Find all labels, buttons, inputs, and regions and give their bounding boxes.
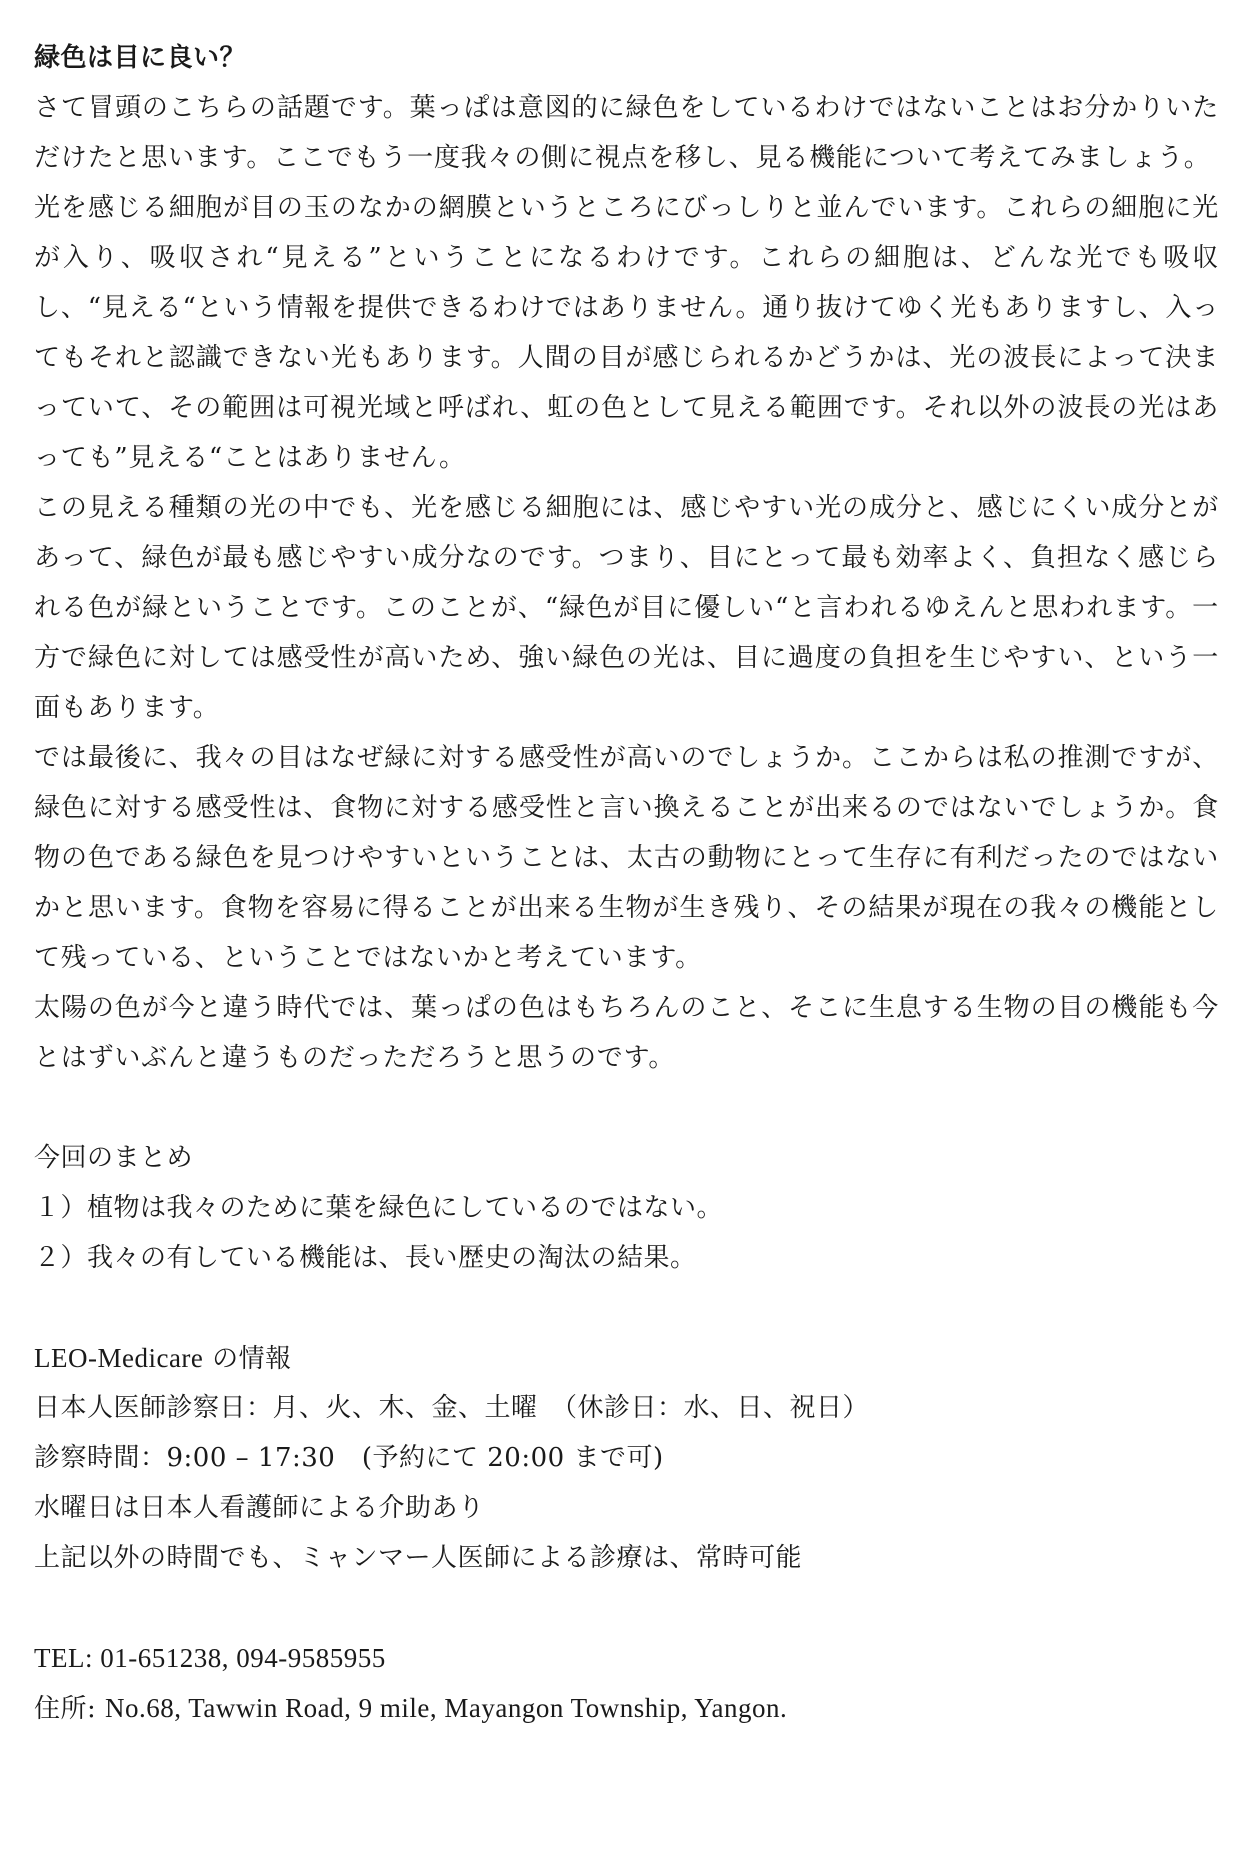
document-page (34, 33, 1219, 1733)
article-paragraph-2: 光を感じる細胞が目の玉のなかの網膜というところにびっしりと並んでいます。これらの細胞に光が入り、吸収され“見える”ということになるわけです。これらの細胞は、どんな光でも吸収し、“見える“という情報を提供できるわけではありません。通り抜けてゆく光もありますし、入ってもそれと認識できない光もあります。人間の目が感じられるかどうかは、光の波長によって決まっていて、その範囲は可視光域と呼ばれ、虹の色として見える範囲です。それ以外の波長の光はあっても”見える“ことはありません。 (34, 193, 1219, 473)
article-paragraph-3: この見える種類の光の中でも、光を感じる細胞には、感じやすい光の成分と、感じにくい成分とがあって、緑色が最も感じやすい成分なのです。つまり、目にとって最も効率よく、負担なく感じられる色が緑ということです。このことが、“緑色が目に優しい“と言われるゆえんと思われます。一方で緑色に対しては感受性が高いため、強い緑色の光は、目に過度の負担を生じやすい、という一面もあります。 (34, 493, 1219, 723)
phone-numbers: 01-651238, 094-9585955 (100, 1643, 386, 1673)
clinic-consultation-days: 日本人医師診察日：月、火、木、金、土曜 （休診日：水、日、祝日） (34, 1393, 870, 1423)
address-text: No.68, Tawwin Road, 9 mile, Mayangon Township, Yangon. (105, 1693, 788, 1723)
contact-phone (34, 1633, 1219, 1683)
article-paragraph-5: 太陽の色が今と違う時代では、葉っぱの色はもちろんのこと、そこに生息する生物の目の機能も今とはずいぶんと違うものだっただろうと思うのです。 (34, 993, 1219, 1073)
clinic-info-title-suffix: の情報 (203, 1344, 292, 1374)
summary-title: 今回のまとめ (34, 1143, 194, 1173)
section-spacer (34, 1083, 1219, 1133)
address-label: 住所: (34, 1694, 106, 1724)
clinic-name: LEO-Medicare (34, 1343, 204, 1373)
article-paragraph-4: では最後に、我々の目はなぜ緑に対する感受性が高いのでしょうか。ここからは私の推測ですが、緑色に対する感受性は、食物に対する感受性と言い換えることが出来るのではないでしょうか。食物の色である緑色を見つけやすいということは、太古の動物にとって生存に有利だったのではないかと思います。食物を容易に得ることが出来る生物が生き残り、その結果が現在の我々の機能として残っている、ということではないかと考えています。 (34, 743, 1219, 973)
article-title: 緑色は目に良い？ (34, 43, 247, 73)
summary-item-1: １）植物は我々のために葉を緑色にしているのではない。 (34, 1193, 724, 1223)
clinic-consultation-hours: 診察時間：9:00 – 17:30 (予約にて 20:00 まで可) (34, 1443, 664, 1473)
section-spacer (34, 1583, 1219, 1633)
summary-item-2: ２）我々の有している機能は、長い歴史の淘汰の結果。 (34, 1243, 697, 1273)
contact-address (34, 1683, 1219, 1733)
section-spacer (34, 1283, 1219, 1333)
clinic-nurse-note: 水曜日は日本人看護師による介助あり (34, 1493, 485, 1523)
clinic-info-title (34, 1333, 1219, 1383)
phone-label: TEL: (34, 1643, 101, 1673)
clinic-myanmar-doctor-note: 上記以外の時間でも、ミャンマー人医師による診療は、常時可能 (34, 1543, 802, 1573)
article-paragraph-1: さて冒頭のこちらの話題です。葉っぱは意図的に緑色をしているわけではないことはお分かりいただけたと思います。ここでもう一度我々の側に視点を移し、見る機能について考えてみましょう。 (34, 93, 1219, 173)
